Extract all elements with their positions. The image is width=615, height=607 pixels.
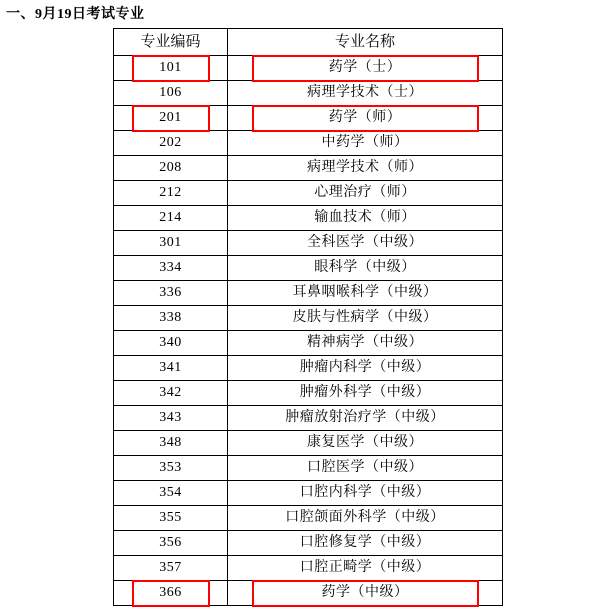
table-row — [114, 106, 503, 131]
cell-specialty-code: 355 — [114, 506, 228, 531]
cell-specialty-name: 眼科学（中级） — [228, 256, 503, 281]
table-row — [114, 281, 503, 306]
specialty-table — [113, 28, 503, 606]
cell-specialty-code: 214 — [114, 206, 228, 231]
table-row — [114, 456, 503, 481]
cell-specialty-name: 药学（师） — [228, 106, 503, 131]
table-row — [114, 581, 503, 606]
cell-specialty-name: 全科医学（中级） — [228, 231, 503, 256]
cell-specialty-name: 心理治疗（师） — [228, 181, 503, 206]
cell-specialty-name: 病理学技术（师） — [228, 156, 503, 181]
table-row — [114, 556, 503, 581]
cell-specialty-name: 口腔正畸学（中级） — [228, 556, 503, 581]
cell-specialty-name: 口腔颌面外科学（中级） — [228, 506, 503, 531]
table-row — [114, 231, 503, 256]
table-row — [114, 481, 503, 506]
cell-specialty-name: 康复医学（中级） — [228, 431, 503, 456]
cell-specialty-name: 口腔内科学（中级） — [228, 481, 503, 506]
cell-specialty-code: 336 — [114, 281, 228, 306]
cell-specialty-code: 354 — [114, 481, 228, 506]
table-header-row — [114, 29, 503, 56]
cell-specialty-code: 208 — [114, 156, 228, 181]
table-row — [114, 406, 503, 431]
column-header-name: 专业名称 — [228, 29, 503, 56]
table-row — [114, 506, 503, 531]
cell-specialty-code: 106 — [114, 81, 228, 106]
section-heading: 一、9月19日考试专业 — [6, 7, 145, 22]
table-row — [114, 356, 503, 381]
table-row — [114, 131, 503, 156]
cell-specialty-code: 334 — [114, 256, 228, 281]
cell-specialty-name: 口腔修复学（中级） — [228, 531, 503, 556]
cell-specialty-code: 366 — [114, 581, 228, 606]
cell-specialty-code: 201 — [114, 106, 228, 131]
cell-specialty-code: 343 — [114, 406, 228, 431]
table-row — [114, 206, 503, 231]
cell-specialty-code: 348 — [114, 431, 228, 456]
column-header-code: 专业编码 — [114, 29, 228, 56]
table-row — [114, 306, 503, 331]
cell-specialty-name: 肿瘤外科学（中级） — [228, 381, 503, 406]
table-row — [114, 156, 503, 181]
cell-specialty-name: 皮肤与性病学（中级） — [228, 306, 503, 331]
cell-specialty-code: 340 — [114, 331, 228, 356]
table-row — [114, 56, 503, 81]
table-row — [114, 81, 503, 106]
cell-specialty-code: 341 — [114, 356, 228, 381]
cell-specialty-code: 301 — [114, 231, 228, 256]
table-row — [114, 256, 503, 281]
cell-specialty-name: 肿瘤放射治疗学（中级） — [228, 406, 503, 431]
cell-specialty-name: 中药学（师） — [228, 131, 503, 156]
cell-specialty-name: 耳鼻咽喉科学（中级） — [228, 281, 503, 306]
cell-specialty-name: 药学（中级） — [228, 581, 503, 606]
cell-specialty-name: 输血技术（师） — [228, 206, 503, 231]
cell-specialty-name: 药学（士） — [228, 56, 503, 81]
cell-specialty-name: 病理学技术（士） — [228, 81, 503, 106]
cell-specialty-code: 342 — [114, 381, 228, 406]
specialty-table-wrapper — [113, 28, 500, 606]
table-head — [114, 29, 503, 56]
table-row — [114, 331, 503, 356]
cell-specialty-name: 精神病学（中级） — [228, 331, 503, 356]
table-row — [114, 381, 503, 406]
table-row — [114, 431, 503, 456]
cell-specialty-code: 212 — [114, 181, 228, 206]
cell-specialty-code: 356 — [114, 531, 228, 556]
cell-specialty-code: 353 — [114, 456, 228, 481]
cell-specialty-code: 202 — [114, 131, 228, 156]
table-row — [114, 531, 503, 556]
cell-specialty-code: 101 — [114, 56, 228, 81]
cell-specialty-code: 338 — [114, 306, 228, 331]
cell-specialty-name: 口腔医学（中级） — [228, 456, 503, 481]
table-body — [114, 56, 503, 606]
table-row — [114, 181, 503, 206]
cell-specialty-code: 357 — [114, 556, 228, 581]
cell-specialty-name: 肿瘤内科学（中级） — [228, 356, 503, 381]
